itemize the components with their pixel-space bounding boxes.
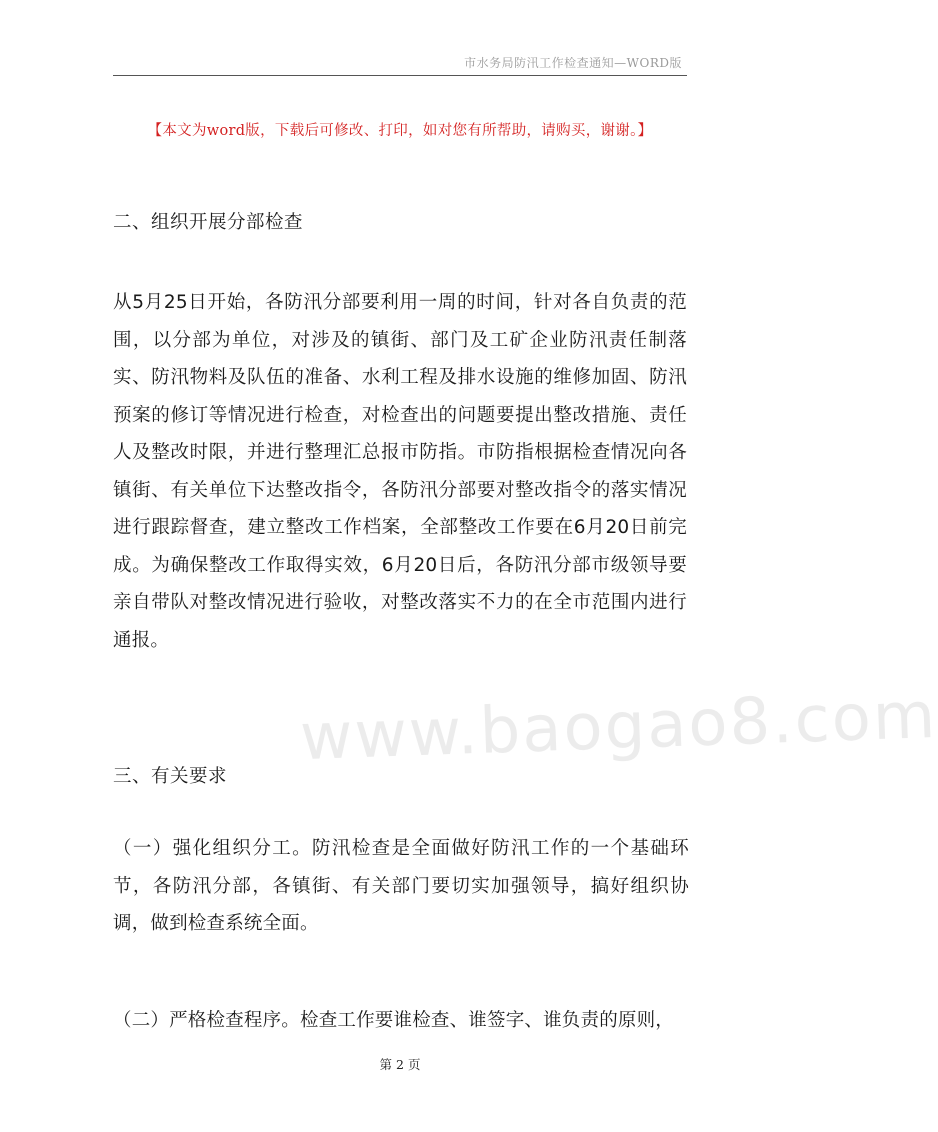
section-heading-3: 三、有关要求 — [113, 766, 228, 787]
site-watermark: www.baogao8.com — [298, 678, 938, 776]
requirement-item-2: （二）严格检查程序。检查工作要谁检查、谁签字、谁负责的原则， — [113, 1010, 675, 1031]
section-heading-2: 二、组织开展分部检查 — [113, 212, 304, 233]
section-2-paragraph: 从5月25日开始，各防汛分部要利用一周的时间，针对各自负责的范围，以分部为单位，对涉及的镇街、部门及工矿企业防汛责任制落实、防汛物料及队伍的准备、水利工程及排水设施的维修加固、防汛预案的修订等情况进行检查，对检查出的问题要提出整改措施、责任人及整改时限，并进行整理汇总报市防指。市防指根据检查情况向各镇街、有关单位下达整改指令，各防汛分部要对整改指令的落实情况进行跟踪督查，建立整改工作档案，全部整改工作要在6月20日前完成。为确保整改工作取得实效，6月20日后，各防汛分部市级领导要亲自带队对整改情况进行验收，对整改落实不力的在全市范围内进行通报。 — [113, 292, 687, 651]
page-number: 第 2 页 — [379, 1057, 421, 1072]
purchase-notice: 【本文为word版，下载后可修改、打印，如对您有所帮助，请购买，谢谢。】 — [147, 123, 653, 139]
page-header-title: 市水务局防汛工作检查通知—WORD版 — [464, 56, 682, 70]
requirement-item-1: （一）强化组织分工。防汛检查是全面做好防汛工作的一个基础环节，各防汛分部，各镇街、有关部门要切实加强领导，搞好组织协调，做到检查系统全面。 — [113, 838, 689, 934]
header-divider — [113, 75, 687, 76]
